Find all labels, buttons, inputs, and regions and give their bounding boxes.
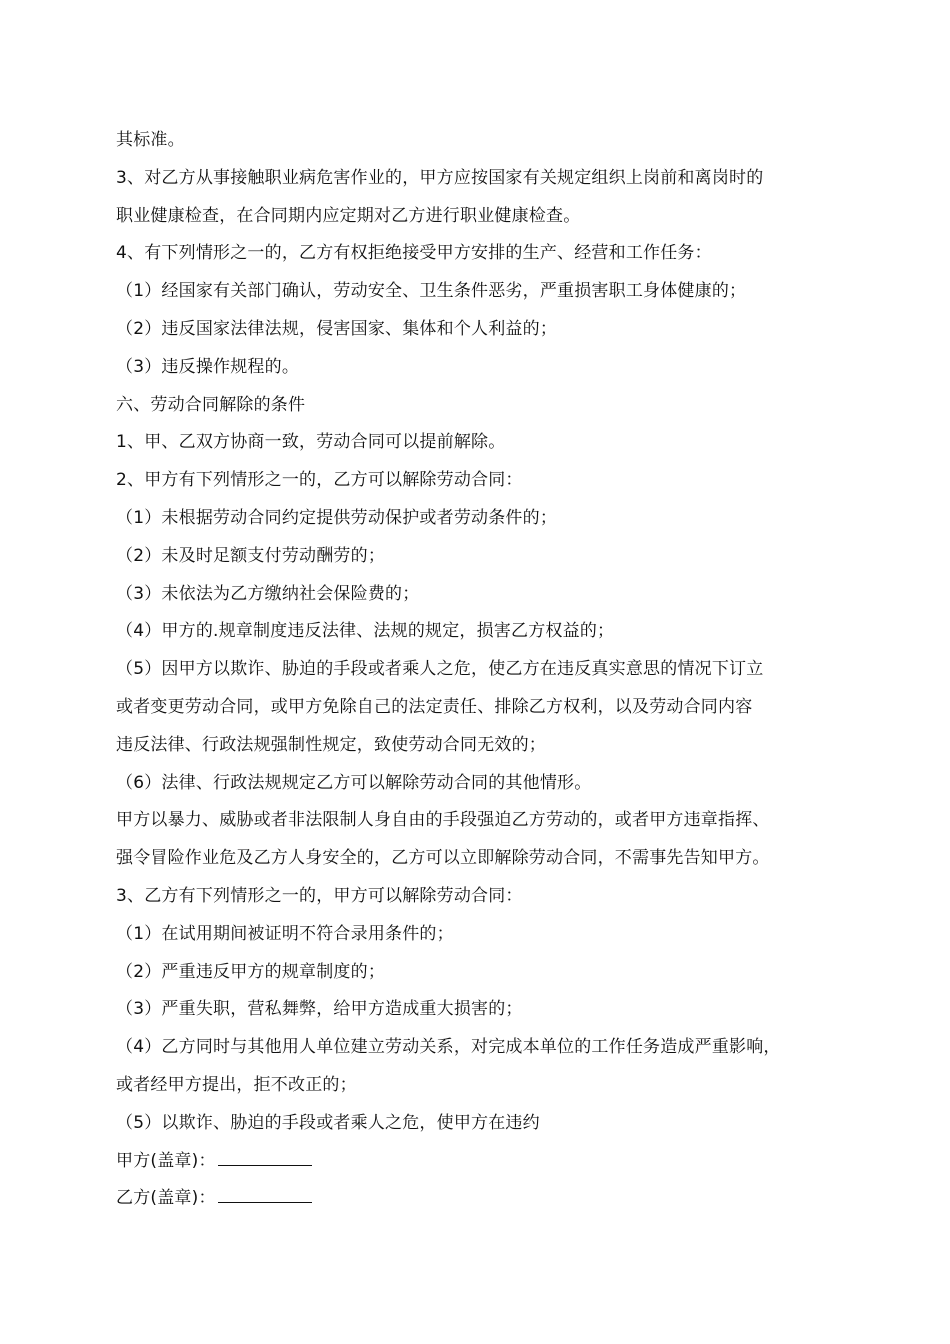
text-line: （2）严重违反甲方的规章制度的； bbox=[116, 961, 386, 982]
text-line: （3）违反操作规程的。 bbox=[116, 356, 300, 377]
text-line: 职业健康检查，在合同期内应定期对乙方进行职业健康检查。 bbox=[116, 205, 581, 226]
text-line: （6）法律、行政法规规定乙方可以解除劳动合同的其他情形。 bbox=[116, 772, 592, 793]
contract-body bbox=[116, 122, 846, 1218]
section-heading: 六、劳动合同解除的条件 bbox=[116, 394, 306, 415]
text-line: 其标准。 bbox=[116, 130, 185, 150]
party-a-seal-blank[interactable] bbox=[218, 1147, 312, 1166]
party-b-label: 乙方(盖章)： bbox=[116, 1188, 216, 1209]
text-line: （5）以欺诈、胁迫的手段或者乘人之危，使甲方在违约 bbox=[116, 1112, 540, 1133]
text-line: 违反法律、行政法规强制性规定，致使劳动合同无效的； bbox=[116, 734, 546, 755]
text-line: （3）严重失职，营私舞弊，给甲方造成重大损害的； bbox=[116, 999, 523, 1020]
text-line: 4、有下列情形之一的，乙方有权拒绝接受甲方安排的生产、经营和工作任务： bbox=[116, 243, 712, 264]
party-b-signature bbox=[116, 1180, 846, 1218]
text-line: 强令冒险作业危及乙方人身安全的，乙方可以立即解除劳动合同，不需事先告知甲方。 bbox=[116, 848, 770, 869]
party-a-label: 甲方(盖章)： bbox=[116, 1150, 216, 1171]
text-line: 1、甲、乙双方协商一致，劳动合同可以提前解除。 bbox=[116, 432, 506, 453]
text-line: 或者经甲方提出，拒不改正的； bbox=[116, 1074, 357, 1095]
party-a-signature bbox=[116, 1143, 846, 1181]
text-line: （1）未根据劳动合同约定提供劳动保护或者劳动条件的； bbox=[116, 507, 558, 528]
party-b-seal-blank[interactable] bbox=[218, 1184, 312, 1203]
text-line: （2）未及时足额支付劳动酬劳的； bbox=[116, 545, 386, 566]
text-line: （5）因甲方以欺诈、胁迫的手段或者乘人之危，使乙方在违反真实意思的情况下订立 bbox=[116, 659, 764, 680]
text-line: （2）违反国家法律法规，侵害国家、集体和个人利益的； bbox=[116, 318, 558, 339]
text-line: （1）经国家有关部门确认，劳动安全、卫生条件恶劣，严重损害职工身体健康的； bbox=[116, 281, 747, 302]
text-line: 2、甲方有下列情形之一的，乙方可以解除劳动合同： bbox=[116, 470, 523, 491]
text-line: （3）未依法为乙方缴纳社会保险费的； bbox=[116, 583, 420, 604]
text-line: 3、对乙方从事接触职业病危害作业的，甲方应按国家有关规定组织上岗前和离岗时的 bbox=[116, 167, 764, 188]
text-line: 甲方以暴力、威胁或者非法限制人身自由的手段强迫乙方劳动的，或者甲方违章指挥、 bbox=[116, 810, 770, 831]
text-line: 或者变更劳动合同，或甲方免除自己的法定责任、排除乙方权利，以及劳动合同内容 bbox=[116, 696, 753, 717]
text-line: 3、乙方有下列情形之一的，甲方可以解除劳动合同： bbox=[116, 885, 523, 906]
text-line: （1）在试用期间被证明不符合录用条件的； bbox=[116, 923, 454, 944]
text-line: （4）甲方的.规章制度违反法律、法规的规定，损害乙方权益的； bbox=[116, 621, 615, 642]
text-line: （4）乙方同时与其他用人单位建立劳动关系，对完成本单位的工作任务造成严重影响， bbox=[116, 1037, 781, 1058]
